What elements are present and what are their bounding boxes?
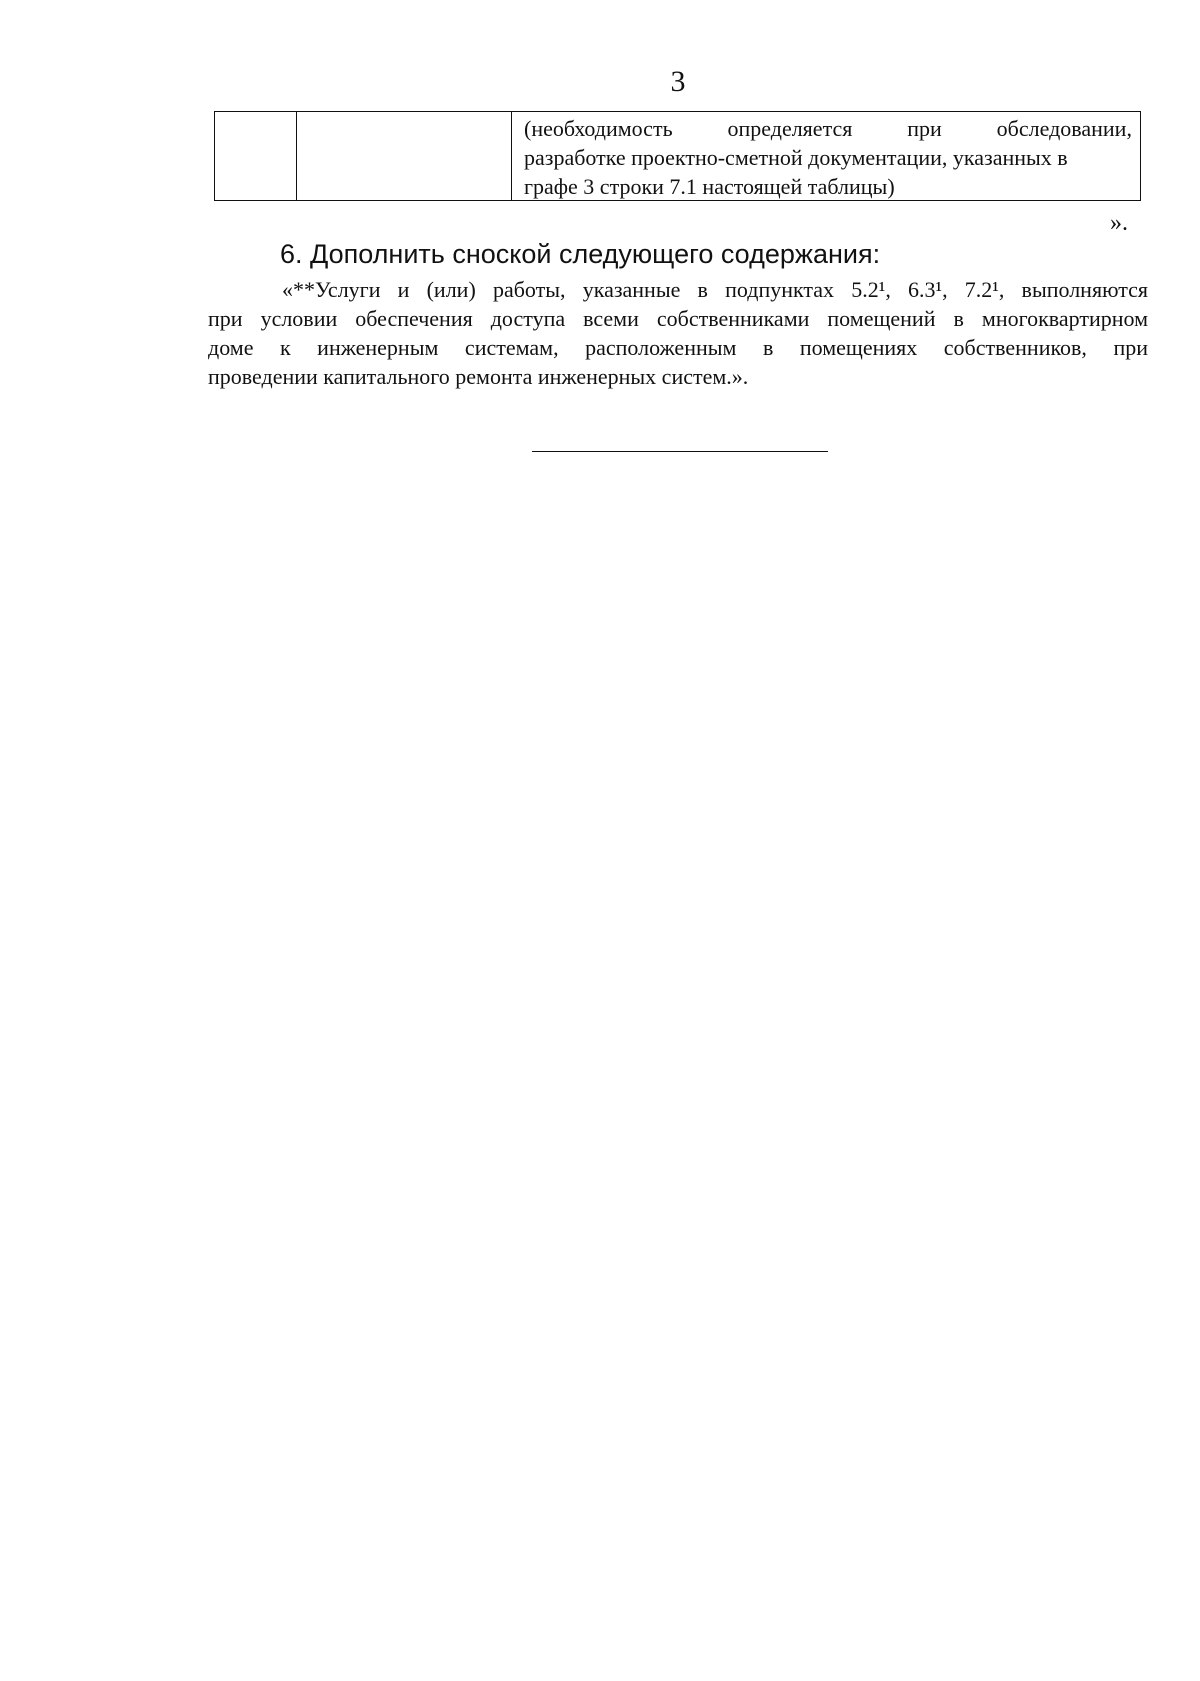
closing-quote: ». <box>1110 210 1128 236</box>
cell-word: обследовании, <box>996 116 1132 141</box>
table-cell-text <box>512 112 1141 201</box>
cell-word: при <box>907 116 942 141</box>
section-heading: 6. Дополнить сноской следующего содержания: <box>280 239 881 269</box>
table-cell-empty-2 <box>297 112 512 201</box>
end-divider <box>532 451 828 452</box>
table-cell-empty-1 <box>215 112 297 201</box>
footnote-line: «**Услуги и (или) работы, указанные в подпунктах 5.2¹, 6.3¹, 7.2¹, выполняются <box>282 277 1148 302</box>
page-number: 3 <box>670 65 686 98</box>
footnote-line: проведении капитального ремонта инженерных систем.». <box>208 364 749 389</box>
cell-word: (необходимость <box>524 116 673 141</box>
continuation-table <box>214 111 1141 201</box>
table-row <box>215 112 1141 201</box>
cell-line-2: разработке проектно-сметной документации, указанных в <box>524 145 1068 170</box>
cell-line-1 <box>524 114 1132 143</box>
footnote-line: при условии обеспечения доступа всеми собственниками помещений в многоквартирном <box>208 306 1148 331</box>
footnote-line: доме к инженерным системам, расположенным в помещениях собственников, при <box>208 335 1148 360</box>
footnote-paragraph <box>208 275 1148 391</box>
cell-line-3: графе 3 строки 7.1 настоящей таблицы) <box>524 174 895 199</box>
cell-word: определяется <box>727 116 853 141</box>
